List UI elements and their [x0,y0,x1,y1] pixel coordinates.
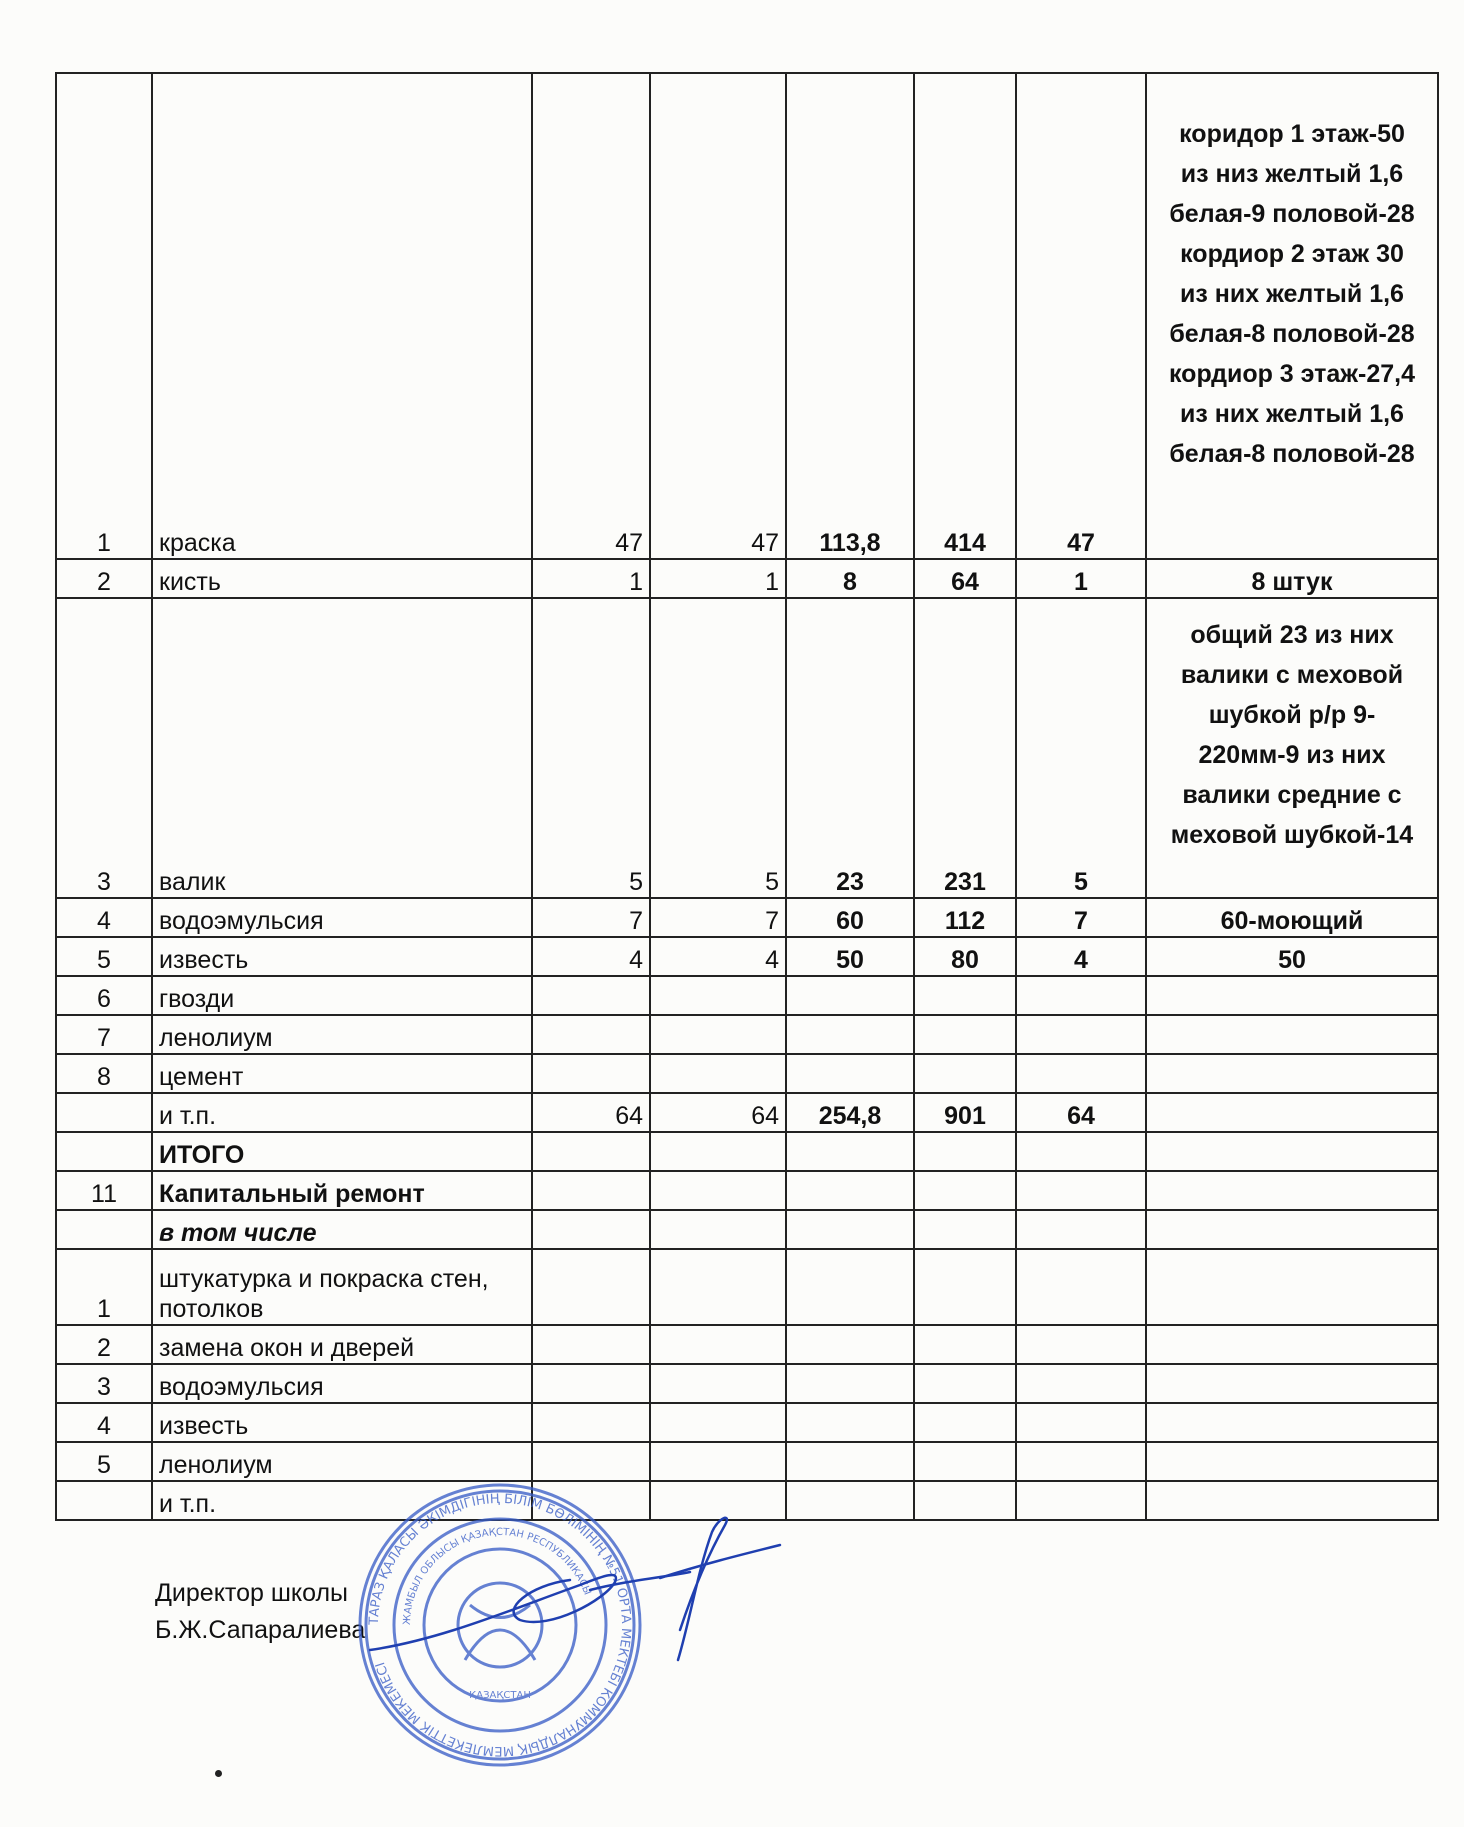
empty-cell [786,1210,914,1249]
value-cell: 47 [1016,73,1146,559]
empty-cell [1146,1325,1438,1364]
value-cell: 64 [1016,1093,1146,1132]
signature-stroke [678,1518,727,1660]
signature-block [155,1575,365,1649]
qty-cell: 47 [532,73,650,559]
empty-cell [1146,1015,1438,1054]
value-cell: 23 [786,598,914,898]
item-name: гвозди [152,976,532,1015]
note-line: меховой шубкой-14 [1170,821,1414,849]
note-cell: 60-моющий [1146,898,1438,937]
empty-cell [786,1403,914,1442]
stamp-center-text: ҚАЗАҚСТАН [469,1690,531,1701]
empty-cell [914,1442,1016,1481]
empty-cell [1146,1132,1438,1171]
empty-cell [1016,1325,1146,1364]
empty-cell [1016,976,1146,1015]
empty-cell [1146,1442,1438,1481]
materials-table [55,72,1439,1521]
subsection-label: в том числе [152,1210,532,1249]
materials-table-container [55,72,1439,1521]
row-number: 2 [56,1325,152,1364]
empty-cell [650,1015,786,1054]
item-name: валик [152,598,532,898]
item-name: краска [152,73,532,559]
empty-cell [1146,1481,1438,1520]
empty-cell [1146,1093,1438,1132]
row-number: 7 [56,1015,152,1054]
note-line: кордиор 3 этаж-27,4 [1168,360,1415,388]
item-name: известь [152,937,532,976]
empty-cell [1016,1403,1146,1442]
qty-cell: 5 [532,598,650,898]
empty-cell [650,1210,786,1249]
note-line: из них желтый 1,6 [1180,280,1404,308]
empty-cell [650,1442,786,1481]
note-line: из низ желтый 1,6 [1180,160,1404,188]
empty-cell [914,1210,1016,1249]
signature-stroke [590,1572,690,1590]
item-name-line: штукатурка и покраска стен, [159,1265,489,1293]
table-row [56,598,1438,898]
empty-cell [650,1132,786,1171]
item-name: цемент [152,1054,532,1093]
stamp-outer-text: ТАРАЗ ҚАЛАСЫ ӘКІМДІГІНІҢ БІЛІМ БӨЛІМІНІҢ №51 ОРТА МЕКТЕБІ КОММУНАЛДЫҚ МЕМЛЕКЕТТІК МЕКЕМЕСІ [366,1491,634,1759]
empty-cell [1016,1171,1146,1210]
row-number [56,1093,152,1132]
row-number: 2 [56,559,152,598]
item-name: ленолиум [152,1015,532,1054]
table-row [56,1442,1438,1481]
value-cell: 414 [914,73,1016,559]
qty-cell: 1 [532,559,650,598]
empty-cell [914,976,1016,1015]
note-line: 220мм-9 из них [1198,741,1386,769]
table-row [56,1015,1438,1054]
table-row [56,1249,1438,1325]
table-row [56,937,1438,976]
empty-cell [914,1481,1016,1520]
table-row [56,1364,1438,1403]
table-row [56,1403,1438,1442]
row-number: 3 [56,1364,152,1403]
note-line: белая-9 половой-28 [1169,200,1415,228]
empty-cell [786,1325,914,1364]
value-cell: 901 [914,1093,1016,1132]
empty-cell [1016,1249,1146,1325]
item-name [152,1249,532,1325]
note-line: белая-8 половой-28 [1169,320,1415,348]
row-number: 1 [56,73,152,559]
row-number: 6 [56,976,152,1015]
note-cell [1146,598,1438,898]
empty-cell [1016,1364,1146,1403]
note-cell: 50 [1146,937,1438,976]
qty-cell: 7 [532,898,650,937]
note-line: валики с меховой [1180,661,1404,689]
value-cell: 254,8 [786,1093,914,1132]
note-cell [1146,73,1438,559]
note-line: белая-8 половой-28 [1169,440,1415,468]
table-row [56,559,1438,598]
empty-cell [532,1210,650,1249]
empty-cell [1146,976,1438,1015]
item-name: известь [152,1403,532,1442]
empty-cell [914,1054,1016,1093]
empty-cell [1146,1210,1438,1249]
qty-cell: 64 [650,1093,786,1132]
empty-cell [914,1132,1016,1171]
value-cell: 50 [786,937,914,976]
item-name: водоэмульсия [152,1364,532,1403]
empty-cell [1146,1364,1438,1403]
empty-cell [914,1325,1016,1364]
table-row [56,1325,1438,1364]
note-line: кордиор 2 этаж 30 [1180,240,1404,268]
row-number: 3 [56,598,152,898]
row-number: 8 [56,1054,152,1093]
value-cell: 64 [914,559,1016,598]
empty-cell [532,1054,650,1093]
qty-cell: 1 [650,559,786,598]
empty-cell [650,1054,786,1093]
note-cell: 8 штук [1146,559,1438,598]
empty-cell [532,976,650,1015]
note-line: валики средние с [1182,781,1402,809]
value-cell: 5 [1016,598,1146,898]
value-cell: 113,8 [786,73,914,559]
director-position: Директор школы [155,1579,349,1607]
empty-cell [786,1132,914,1171]
empty-cell [786,1249,914,1325]
row-number: 4 [56,1403,152,1442]
empty-cell [1146,1054,1438,1093]
row-number [56,1132,152,1171]
empty-cell [786,1442,914,1481]
table-row [56,898,1438,937]
note-line: коридор 1 этаж-50 [1179,120,1405,148]
empty-cell [914,1364,1016,1403]
value-cell: 231 [914,598,1016,898]
director-name: Б.Ж.Сапаралиева [155,1616,366,1644]
signature-stroke [660,1545,780,1578]
ink-dot [215,1770,222,1777]
empty-cell [1146,1171,1438,1210]
row-number: 11 [56,1171,152,1210]
note-line: шубкой р/р 9- [1208,701,1376,729]
empty-cell [1016,1442,1146,1481]
empty-cell [532,1442,650,1481]
table-row [56,1054,1438,1093]
empty-cell [1016,1054,1146,1093]
item-name-line: потолков [159,1295,264,1323]
empty-cell [786,1054,914,1093]
empty-cell [650,1171,786,1210]
item-name: кисть [152,559,532,598]
row-number [56,1481,152,1520]
empty-cell [1016,1481,1146,1520]
item-name: и т.п. [152,1093,532,1132]
empty-cell [1146,1403,1438,1442]
empty-cell [532,1403,650,1442]
signature [360,1500,860,1700]
qty-cell: 64 [532,1093,650,1132]
empty-cell [914,1171,1016,1210]
value-cell: 80 [914,937,1016,976]
note-line: общий 23 из них [1190,621,1394,649]
stamp-inner-text: ЖАМБЫЛ ОБЛЫСЫ ҚАЗАҚСТАН РЕСПУБЛИКАСЫ [401,1526,593,1626]
value-cell: 4 [1016,937,1146,976]
total-label: ИТОГО [152,1132,532,1171]
table-row [56,1093,1438,1132]
qty-cell: 47 [650,73,786,559]
empty-cell [786,1364,914,1403]
value-cell: 1 [1016,559,1146,598]
section-heading: Капитальный ремонт [152,1171,532,1210]
empty-cell [1016,1210,1146,1249]
item-name: и т.п. [152,1481,532,1520]
item-name: ленолиум [152,1442,532,1481]
empty-cell [532,1015,650,1054]
empty-cell [650,1249,786,1325]
table-row [56,73,1438,559]
empty-cell [786,976,914,1015]
table-row [56,976,1438,1015]
table-row [56,1210,1438,1249]
signature-stroke [370,1575,616,1650]
item-name: замена окон и дверей [152,1325,532,1364]
table-row [56,1132,1438,1171]
empty-cell [786,1015,914,1054]
value-cell: 60 [786,898,914,937]
row-number: 4 [56,898,152,937]
empty-cell [650,976,786,1015]
value-cell: 7 [1016,898,1146,937]
note-line: из них желтый 1,6 [1180,400,1404,428]
empty-cell [1016,1015,1146,1054]
empty-cell [532,1171,650,1210]
empty-cell [914,1249,1016,1325]
empty-cell [786,1171,914,1210]
empty-cell [914,1403,1016,1442]
qty-cell: 4 [650,937,786,976]
qty-cell: 4 [532,937,650,976]
value-cell: 112 [914,898,1016,937]
row-number: 1 [56,1249,152,1325]
empty-cell [1146,1249,1438,1325]
value-cell: 8 [786,559,914,598]
row-number: 5 [56,937,152,976]
empty-cell [650,1364,786,1403]
qty-cell: 5 [650,598,786,898]
empty-cell [532,1132,650,1171]
item-name: водоэмульсия [152,898,532,937]
empty-cell [1016,1132,1146,1171]
empty-cell [650,1325,786,1364]
empty-cell [532,1325,650,1364]
qty-cell: 7 [650,898,786,937]
empty-cell [532,1249,650,1325]
empty-cell [914,1015,1016,1054]
empty-cell [650,1403,786,1442]
table-row [56,1171,1438,1210]
row-number [56,1210,152,1249]
empty-cell [532,1364,650,1403]
row-number: 5 [56,1442,152,1481]
